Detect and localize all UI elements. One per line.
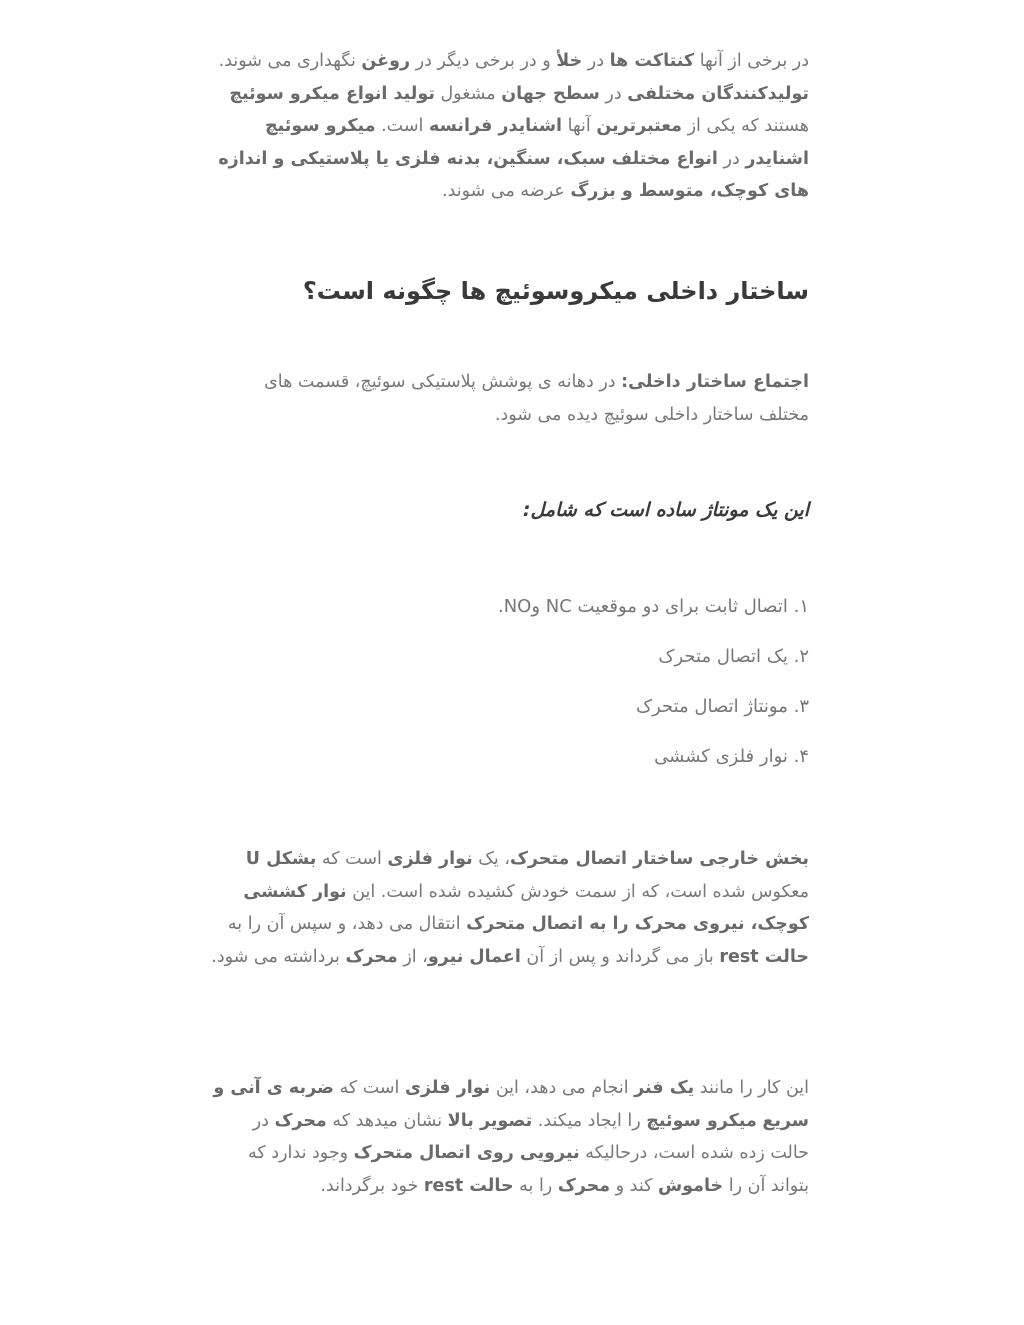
- bold-phrase: میکرو سوئیچ اشنایدر: [265, 116, 809, 169]
- text-run: این کار را مانند: [694, 1078, 809, 1098]
- text-run: در: [717, 148, 746, 169]
- bold-phrase: کنتاکت ها: [609, 51, 695, 71]
- text-run: عرضه می شوند.: [442, 181, 571, 201]
- bold-phrase: معتبرترین: [596, 116, 682, 136]
- bold-phrase: سطح جهان: [501, 83, 600, 104]
- intro-text: [209, 45, 809, 208]
- text-run: مشغول: [434, 83, 502, 104]
- bold-phrase: اجتماع ساختار داخلی:: [621, 372, 809, 392]
- bold-phrase: انواع مختلف سبک، سنگین، بدنه فلزی یا پلاستیکی و اندازه های کوچک، متوسط و بزرگ: [218, 148, 809, 201]
- spring-text: [209, 1072, 809, 1202]
- bold-phrase: محرک: [274, 1110, 327, 1131]
- bold-phrase: محرک: [557, 1175, 611, 1196]
- bold-phrase: محرک: [345, 946, 398, 967]
- text-run: را به: [513, 1175, 558, 1196]
- text-run: در دهانه ی پوشش پلاستیکی سوئیچ، قسمت های مختلف ساختار داخلی سوئیچ دیده می شود.: [264, 372, 809, 425]
- text-run: است.: [375, 116, 429, 136]
- text-run: باز می گرداند و پس از آن: [520, 946, 720, 967]
- bold-phrase: تولید انواع میکرو سوئیچ: [229, 83, 435, 104]
- text-run: را ایجاد میکند.: [532, 1110, 647, 1131]
- bold-phrase: اشنایدر فرانسه: [428, 116, 563, 136]
- text-run: برداشته می شود.: [211, 946, 346, 967]
- text-run: است که: [316, 849, 388, 869]
- bold-phrase: نوار کششی کوچک، نیروی محرک را به اتصال متحرک: [243, 881, 809, 934]
- bold-phrase: حالت rest: [423, 1175, 514, 1196]
- list-item: ۳. مونتاژ اتصال متحرک: [635, 696, 809, 717]
- bold-phrase: نیرویی روی اتصال متحرک: [353, 1143, 580, 1163]
- bold-phrase: خلأ: [556, 51, 583, 71]
- outer-structure-paragraph: [209, 843, 809, 973]
- bold-phrase: نوار فلزی: [387, 849, 473, 869]
- text-run: وجود ندارد که بتواند آن را: [248, 1143, 809, 1196]
- bold-phrase: بخش خارجی ساختار اتصال متحرک: [509, 849, 809, 869]
- bold-phrase: ضربه ی آنی و سریع: [213, 1078, 809, 1131]
- text-run: هستند که یکی از: [682, 116, 809, 136]
- text-run: در حالت زده شده است، درحالیکه: [252, 1110, 809, 1163]
- bold-phrase: حالت rest: [719, 946, 809, 967]
- text-run: کند و: [610, 1175, 659, 1196]
- text-run: ، از: [397, 946, 428, 967]
- bold-phrase: روغن: [361, 51, 411, 71]
- bold-phrase: بشکل U: [245, 849, 317, 869]
- text-run: در: [582, 51, 610, 71]
- bold-phrase: نوار فلزی: [405, 1078, 491, 1098]
- text-run: و در برخی دیگر در: [410, 51, 557, 71]
- text-run: ، یک: [472, 849, 510, 869]
- list-intro-heading: این یک مونتاژ ساده است که شامل:: [522, 499, 809, 521]
- bold-phrase: اعمال نیرو: [427, 946, 521, 967]
- list-item: ۲. یک اتصال متحرک: [658, 646, 809, 667]
- bold-phrase: یک فنر: [634, 1078, 695, 1098]
- text-run: در برخی از آنها: [694, 51, 809, 71]
- text-run: انتقال می دهد، و سپس آن را به: [227, 914, 467, 934]
- bold-phrase: میکرو سوئیچ: [646, 1110, 757, 1131]
- spring-paragraph: [209, 1072, 809, 1202]
- section-heading: ساختار داخلی میکروسوئیچ ها چگونه است؟: [302, 277, 809, 305]
- text-run: خود برگرداند.: [320, 1175, 424, 1196]
- text-run: نگهداری می شوند.: [218, 51, 362, 71]
- assembly-paragraph: [209, 366, 809, 431]
- text-run: است که: [333, 1078, 405, 1098]
- intro-paragraph: [209, 45, 809, 208]
- text-run: در: [599, 83, 628, 104]
- text-run: نشان میدهد که: [326, 1110, 448, 1131]
- list-item: ۴. نوار فلزی کششی: [654, 746, 809, 767]
- bold-phrase: تولیدکنندگان مختلفی: [627, 83, 809, 104]
- assembly-text: [209, 366, 809, 431]
- bold-phrase: تصویر بالا: [447, 1110, 533, 1131]
- outer-structure-text: [209, 843, 809, 973]
- text-run: انجام می دهد، این: [490, 1078, 635, 1098]
- list-item: ۱. اتصال ثابت برای دو موقعیت NC وNO.: [497, 596, 809, 617]
- bold-phrase: خاموش: [658, 1175, 724, 1196]
- text-run: آنها: [562, 116, 597, 136]
- text-run: معکوس شده است، که از سمت خودش کشیده شده است. این: [346, 881, 809, 902]
